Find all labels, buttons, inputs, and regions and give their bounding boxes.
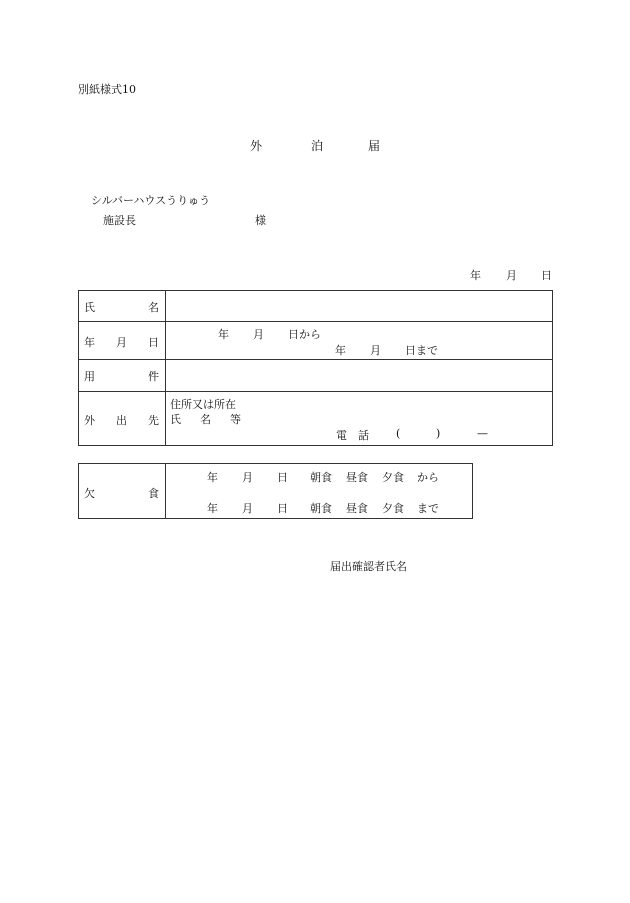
form-id: 別紙様式10 [78,83,136,96]
address-label: 住所又は所在 [170,398,236,411]
main-table-divider [165,290,166,446]
facility-name: シルバーハウスうりゅう [91,194,211,207]
meal-table [78,463,473,519]
meal-table-divider [165,463,166,519]
recipient-honorific: 様 [255,214,266,227]
purpose-field[interactable] [167,361,551,390]
confirmer-name-label: 届出確認者氏名 [330,560,407,573]
name-field[interactable] [167,292,551,320]
recipient-position: 施設長 [103,214,136,227]
